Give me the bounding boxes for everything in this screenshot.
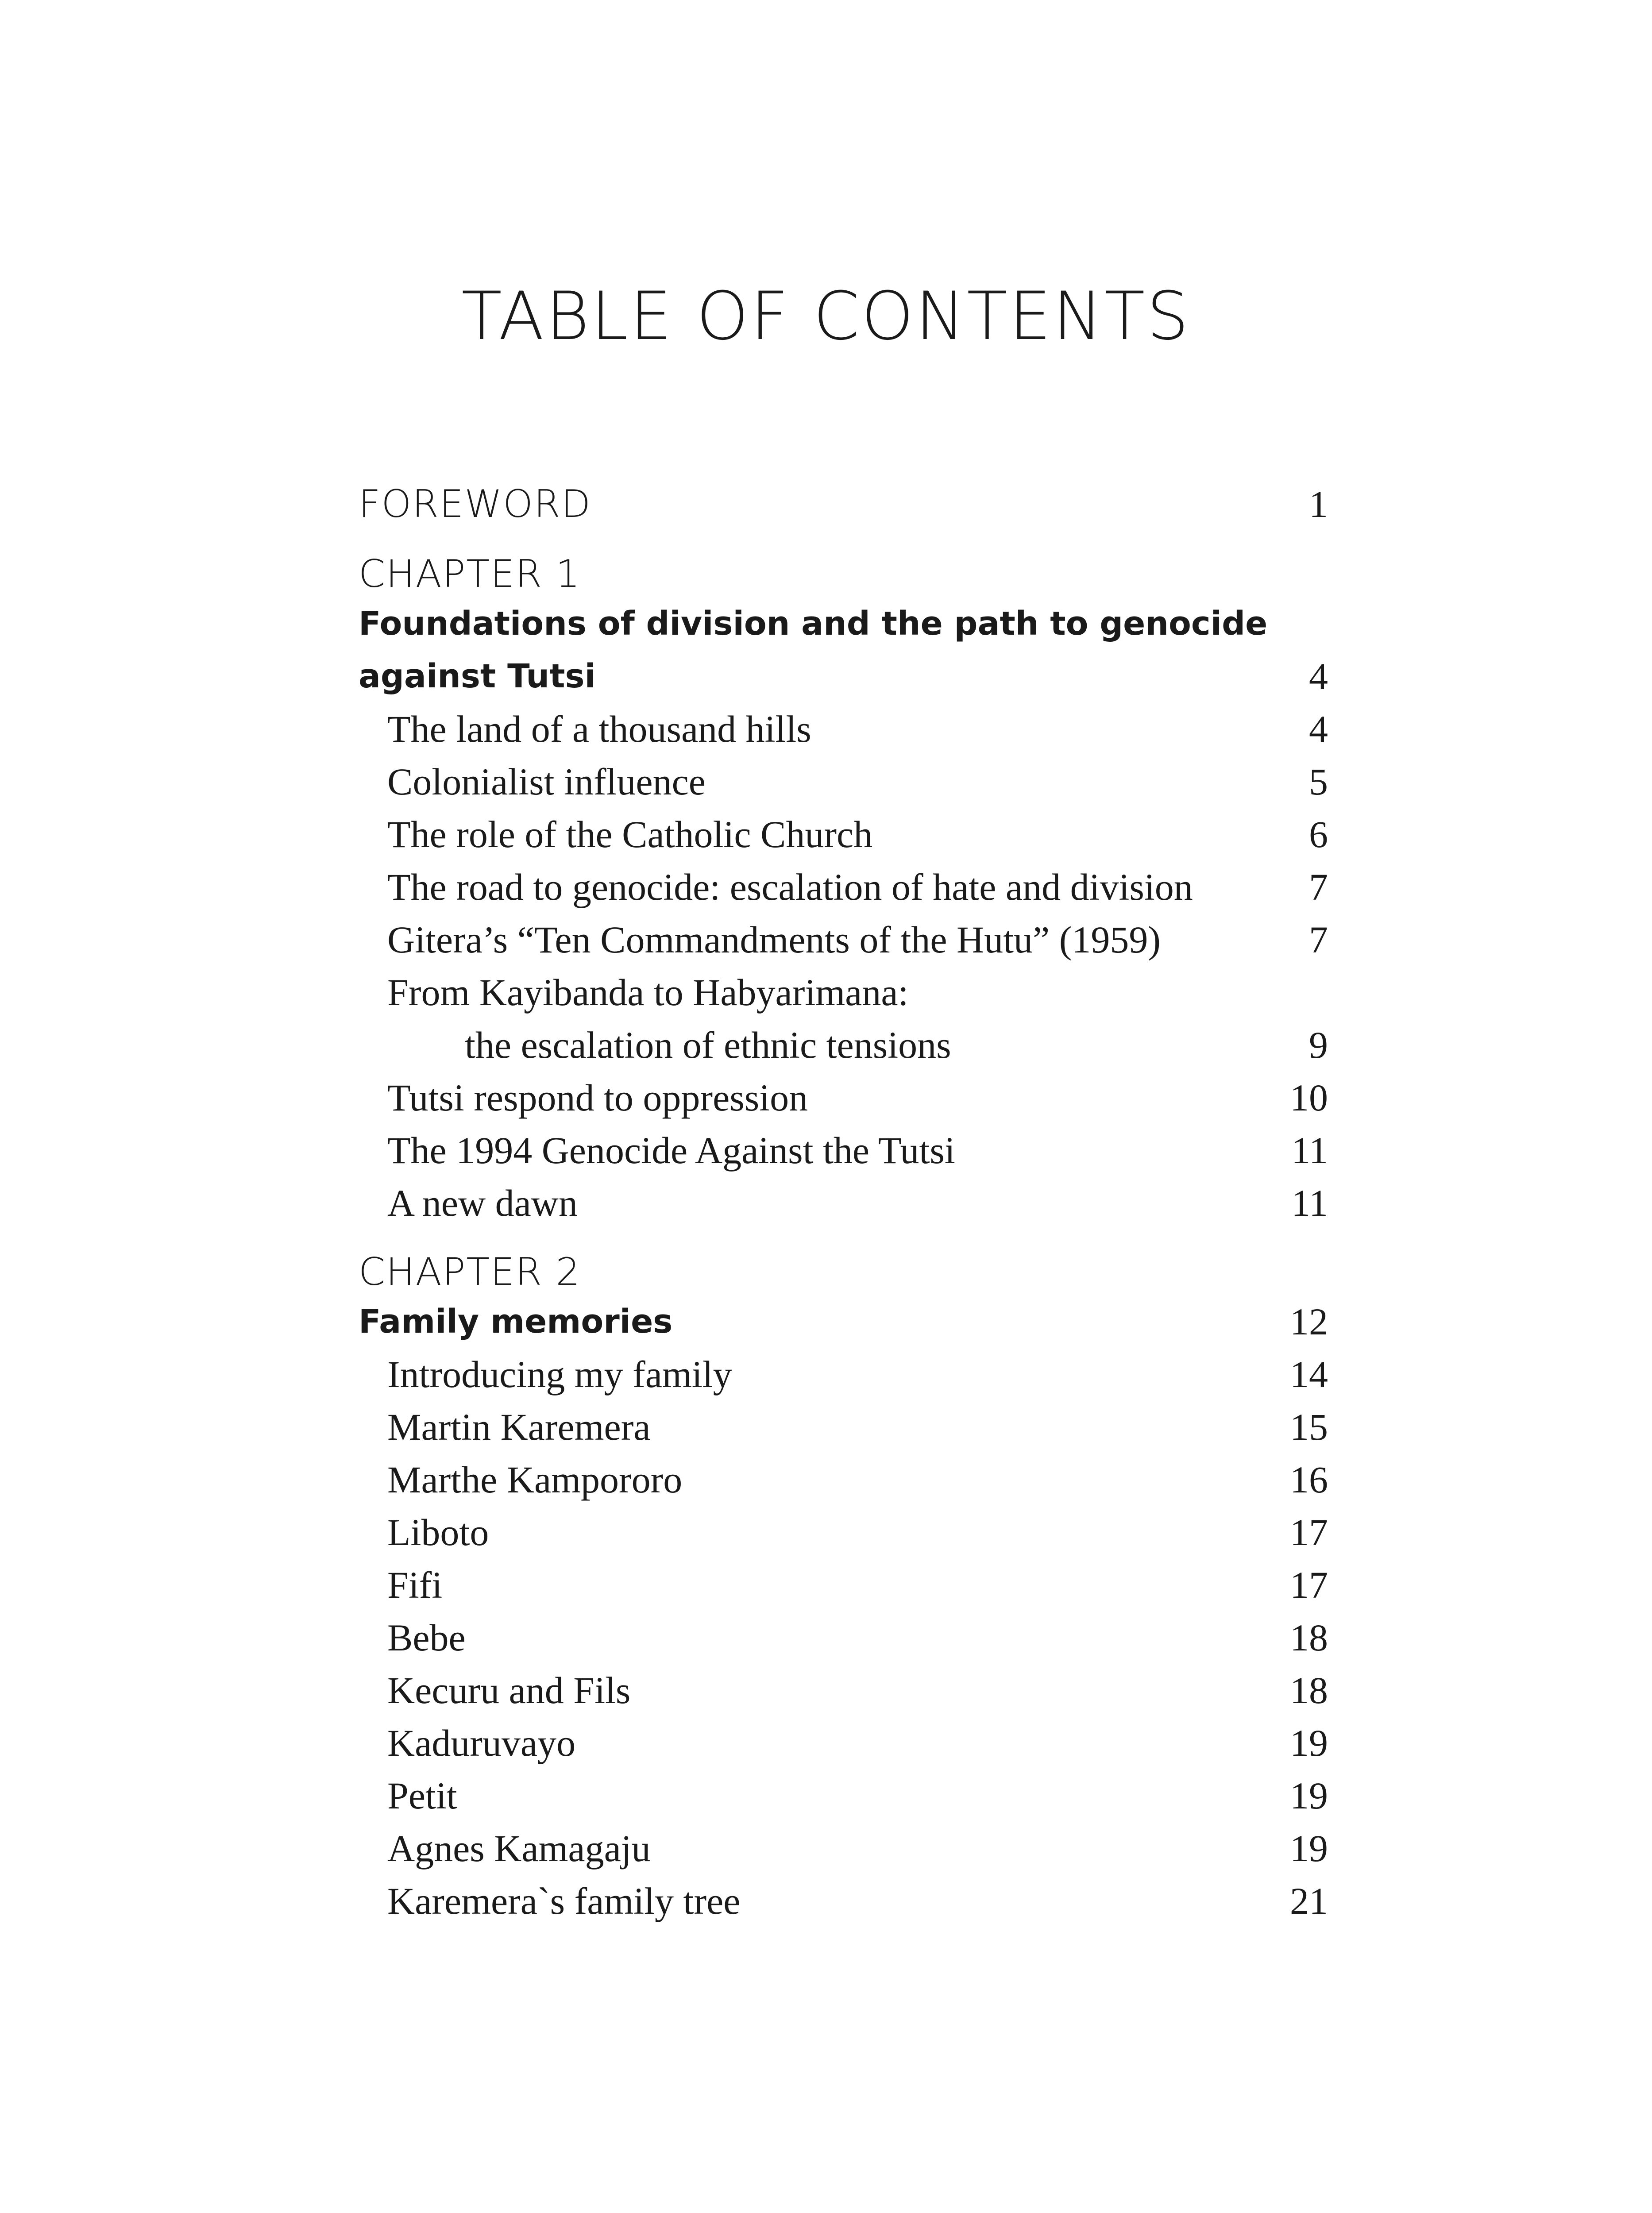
- toc-list: [359, 478, 1328, 1928]
- chapter-1-label-row: [359, 551, 1328, 598]
- chapter-1-heading-page: 4: [1309, 655, 1328, 698]
- toc-entry-label: the escalation of ethnic tensions: [465, 1024, 951, 1066]
- toc-entry-page: 19: [1290, 1774, 1328, 1817]
- toc-entry-page: 10: [1290, 1076, 1328, 1119]
- toc-entry-label: Karemera`s family tree: [387, 1880, 741, 1922]
- toc-entry[interactable]: [359, 914, 1328, 966]
- toc-entry-label: Kaduruvayo: [387, 1722, 576, 1764]
- page-title: TABLE OF CONTENTS: [461, 278, 1191, 355]
- toc-entry-page: 16: [1290, 1458, 1328, 1501]
- toc-entry-page: 5: [1309, 760, 1328, 803]
- toc-entry[interactable]: [359, 1072, 1328, 1124]
- toc-entry-label: The road to genocide: escalation of hate and division: [387, 866, 1193, 908]
- toc-entry-label: The 1994 Genocide Against the Tutsi: [387, 1129, 955, 1172]
- foreword-page: 1: [1309, 483, 1328, 525]
- toc-entry-label: Gitera’s “Ten Commandments of the Hutu” (1959): [387, 918, 1161, 961]
- toc-entry-label: Colonialist influence: [387, 760, 706, 803]
- toc-entry[interactable]: [359, 1177, 1328, 1230]
- toc-entry-page: 11: [1291, 1182, 1328, 1224]
- toc-entry-page: 19: [1290, 1722, 1328, 1764]
- toc-entry-label: Petit: [387, 1774, 457, 1817]
- foreword-label: FOREWORD: [359, 482, 591, 526]
- toc-entry-label: Liboto: [387, 1511, 489, 1554]
- toc-entry-label: Tutsi respond to oppression: [387, 1076, 808, 1119]
- toc-entry[interactable]: [359, 1822, 1328, 1875]
- toc-entry[interactable]: [359, 1348, 1328, 1401]
- toc-entry[interactable]: [359, 1559, 1328, 1612]
- toc-entry-page: 7: [1309, 866, 1328, 908]
- chapter-1-label: CHAPTER 1: [359, 552, 581, 596]
- toc-entry-label: Bebe: [387, 1616, 466, 1659]
- toc-entry-page: 19: [1290, 1827, 1328, 1870]
- toc-entry-label: Kecuru and Fils: [387, 1669, 631, 1712]
- chapter-2-label-row: [359, 1249, 1328, 1295]
- chapter-1-heading-row-1[interactable]: [359, 598, 1328, 650]
- toc-entry[interactable]: [359, 1506, 1328, 1559]
- toc-entry-page: 7: [1309, 918, 1328, 961]
- toc-entry[interactable]: [359, 966, 1328, 1019]
- toc-entry-label: The role of the Catholic Church: [387, 813, 873, 856]
- toc-entry-page: 11: [1291, 1129, 1328, 1172]
- toc-entry[interactable]: [359, 1770, 1328, 1822]
- toc-entry-page: 21: [1290, 1880, 1328, 1922]
- toc-entry[interactable]: [359, 756, 1328, 808]
- toc-entry[interactable]: [359, 1401, 1328, 1453]
- toc-entry[interactable]: [359, 808, 1328, 861]
- toc-entry-page: 6: [1309, 813, 1328, 856]
- toc-entry-page: 9: [1309, 1024, 1328, 1066]
- toc-entry-page: 17: [1290, 1564, 1328, 1606]
- chapter-2-heading: Family memories: [359, 1303, 673, 1341]
- toc-entry[interactable]: [359, 1124, 1328, 1177]
- chapter-2-heading-row[interactable]: [359, 1295, 1328, 1348]
- toc-entry-label: Marthe Kampororo: [387, 1458, 683, 1501]
- chapter-2-label: CHAPTER 2: [359, 1250, 581, 1294]
- toc-entry[interactable]: [359, 861, 1328, 914]
- toc-entry-label: Fifi: [387, 1564, 443, 1606]
- toc-entry-page: 15: [1290, 1406, 1328, 1448]
- toc-entry-page: 14: [1290, 1353, 1328, 1396]
- toc-entry-label: The land of a thousand hills: [387, 708, 811, 750]
- toc-entry[interactable]: [359, 1717, 1328, 1770]
- toc-entry-label: Martin Karemera: [387, 1406, 651, 1448]
- toc-entry-page: 18: [1290, 1616, 1328, 1659]
- toc-entry[interactable]: [359, 1664, 1328, 1717]
- toc-entry-label: From Kayibanda to Habyarimana:: [387, 971, 909, 1014]
- toc-entry[interactable]: [359, 1019, 1328, 1072]
- chapter-1-heading-line-2: against Tutsi: [359, 657, 596, 695]
- toc-entry-label: Agnes Kamagaju: [387, 1827, 651, 1870]
- toc-entry[interactable]: [359, 1453, 1328, 1506]
- toc-foreword[interactable]: [359, 478, 1328, 531]
- toc-entry[interactable]: [359, 1612, 1328, 1664]
- toc-entry-label: A new dawn: [387, 1182, 578, 1224]
- toc-entry-label: Introducing my family: [387, 1353, 732, 1396]
- toc-entry-page: 18: [1290, 1669, 1328, 1712]
- toc-entry-page: 17: [1290, 1511, 1328, 1554]
- chapter-1-heading-line-1: Foundations of division and the path to genocide: [359, 605, 1268, 643]
- toc-entry[interactable]: [359, 1875, 1328, 1928]
- chapter-1-heading-row-2[interactable]: [359, 650, 1328, 703]
- toc-entry-page: 4: [1309, 708, 1328, 750]
- chapter-2-heading-page: 12: [1290, 1300, 1328, 1343]
- toc-entry[interactable]: [359, 703, 1328, 756]
